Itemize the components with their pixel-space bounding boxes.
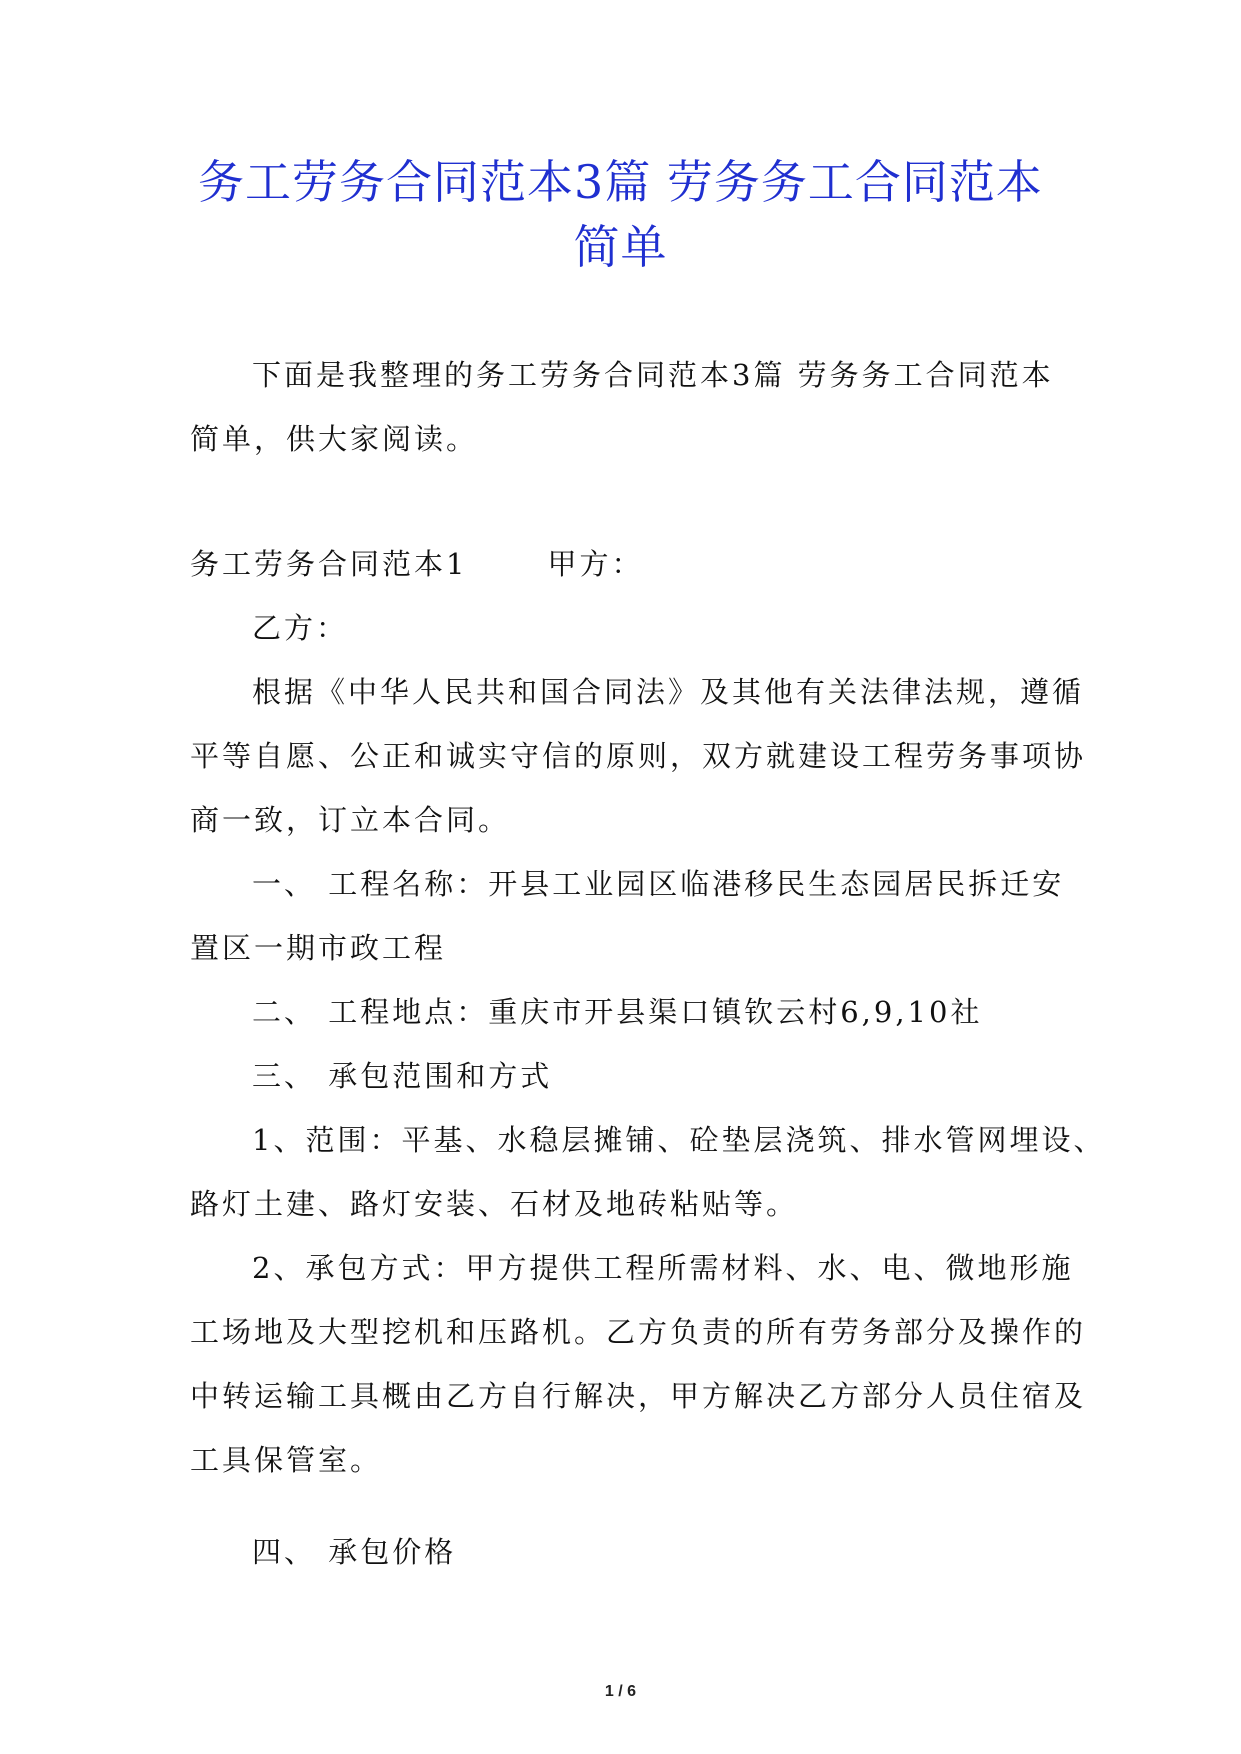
section-heading-row — [190, 532, 1070, 596]
preamble-line-1: 根据《中华人民共和国合同法》及其他有关法律法规，遵循 — [252, 675, 1085, 709]
clause-3-heading: 三、 承包范围和方式 — [252, 1059, 553, 1093]
method-line-1: 2、承包方式：甲方提供工程所需材料、水、电、微地形施 — [252, 1251, 1074, 1285]
party-a-label: 甲方： — [547, 547, 644, 581]
clause-2-line-1: 二、 工程地点：重庆市开县渠口镇钦云村6,9,10社 — [252, 995, 983, 1029]
scope-line-1: 1、范围：平基、水稳层摊铺、砼垫层浇筑、排水管网埋设、 — [252, 1123, 1106, 1157]
section-heading: 务工劳务合同范本1 — [190, 547, 468, 581]
preamble-line-3: 商一致，订立本合同。 — [190, 803, 511, 837]
clause-1-line-1: 一、 工程名称：开县工业园区临港移民生态园居民拆迁安 — [252, 867, 1065, 901]
page-number: 1 / 6 — [604, 1683, 637, 1700]
party-b-label: 乙方： — [252, 611, 349, 645]
document-title-line-2: 简单 — [573, 220, 668, 274]
clause-4-heading: 四、 承包价格 — [252, 1535, 457, 1569]
intro-line-2: 简单，供大家阅读。 — [190, 422, 479, 456]
method-line-2: 工场地及大型挖机和压路机。乙方负责的所有劳务部分及操作的 — [190, 1315, 1087, 1349]
document-title-line-1: 务工劳务合同范本3篇 劳务务工合同范本 — [198, 155, 1043, 209]
intro-line-1: 下面是我整理的务工劳务合同范本3篇 劳务务工合同范本 — [252, 358, 1054, 392]
method-line-4: 工具保管室。 — [190, 1443, 383, 1477]
clause-1-line-2: 置区一期市政工程 — [190, 931, 447, 965]
scope-line-2: 路灯土建、路灯安装、石材及地砖粘贴等。 — [190, 1187, 799, 1221]
preamble-line-2: 平等自愿、公正和诚实守信的原则，双方就建设工程劳务事项协 — [190, 739, 1087, 773]
method-line-3: 中转运输工具概由乙方自行解决，甲方解决乙方部分人员住宿及 — [190, 1379, 1087, 1413]
